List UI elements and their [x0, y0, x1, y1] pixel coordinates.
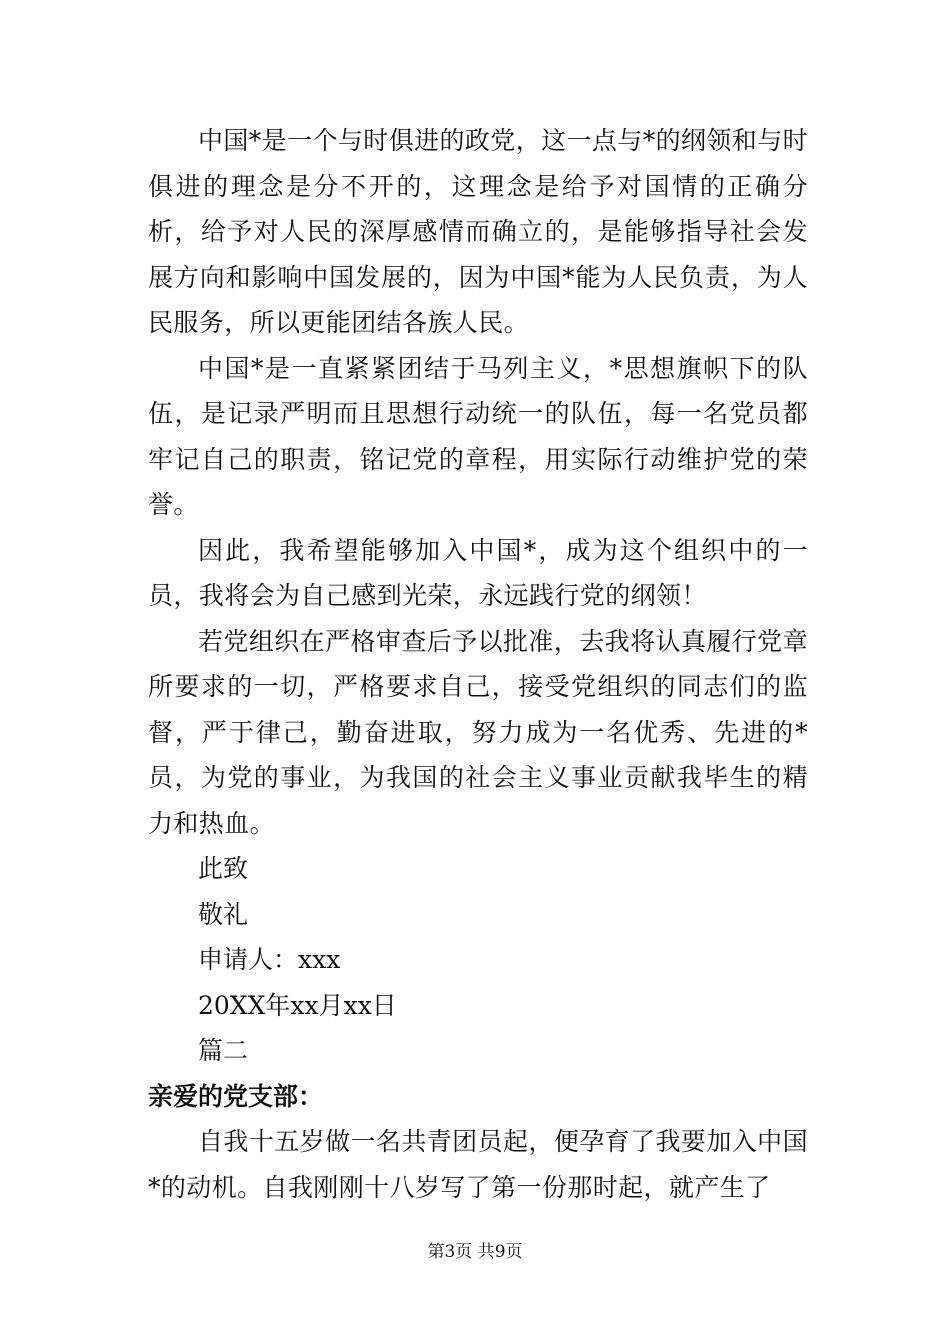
closing-line: 此致 — [198, 854, 249, 883]
paragraph-3: 因此，我希望能够加入中国*，成为这个组织中的一员，我将会为自己感到光荣，永远践行党的纲领！ — [148, 535, 808, 610]
regards-line: 敬礼 — [198, 899, 249, 929]
applicant-line: 申请人：xxx — [198, 945, 341, 974]
paragraph-1: 中国*是一个与时俱进的政党，这一点与*的纲领和与时俱进的理念是分不开的，这理念是给予对国情的正确分析，给予对人民的深厚感情而确立的，是能够指导社会发展方向和影响中国发展的，因为中国*能为人民负责，为人民服务，所以更能团结各族人民。 — [148, 126, 809, 337]
paragraph-2: 中国*是一直紧紧团结于马列主义，*思想旗帜下的队伍，是记录严明而且思想行动统一的队伍，每一名党员都牢记自己的职责，铭记党的章程，用实际行动维护党的荣誉。 — [148, 353, 808, 519]
paragraph-4: 若党组织在严格审查后予以批准，去我将认真履行党章所要求的一切，严格要求自己，接受党组织的同志们的监督，严于律己，勤奋进取，努力成为一名优秀、先进的*员，为党的事业，为我国的社会主义事业贡献我毕生的精力和热血。 — [148, 626, 808, 838]
date-line: 20XX年xx月xx日 — [198, 990, 397, 1020]
salutation: 亲爱的党支部： — [148, 1081, 324, 1111]
document-body — [148, 118, 808, 1210]
page-footer: 第3页 共9页 — [427, 1242, 523, 1262]
paragraph-final: 自我十五岁做一名共青团员起，便孕育了我要加入中国*的动机。自我刚刚十八岁写了第一份那时起，就产生了 — [148, 1127, 808, 1202]
section-heading: 篇二 — [198, 1036, 249, 1065]
